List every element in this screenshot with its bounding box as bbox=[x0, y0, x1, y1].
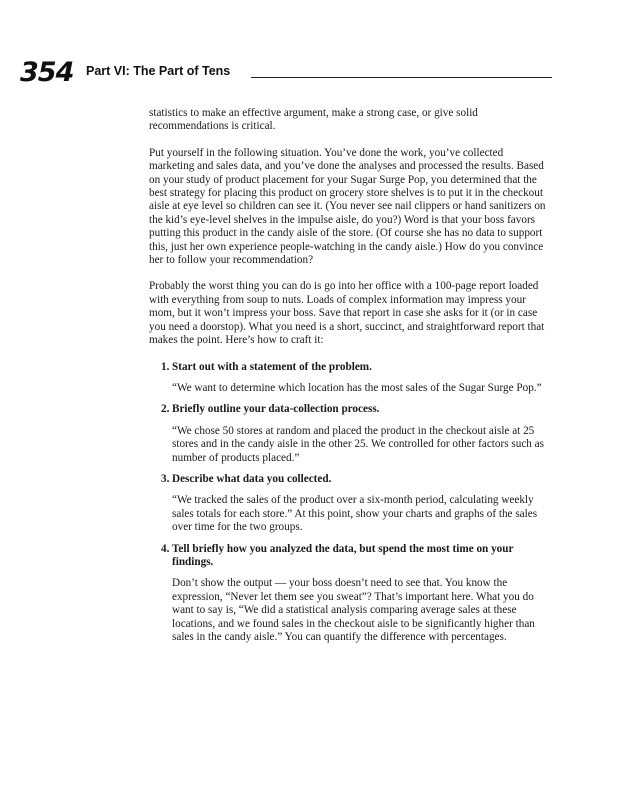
step-title: Describe what data you collected. bbox=[172, 472, 332, 485]
list-item bbox=[149, 361, 549, 396]
paragraph-report-advice: Probably the worst thing you can do is go into her office with a 100-page report loaded with everything from soup to nuts. Loads of complex information may impress your mom, but it won’t impress your boss. Save that report in case she asks for it (or in case you need a doorstop). What you need is a short, succinct, and straightforward report that makes the point. Here’s how to craft it: bbox=[149, 280, 545, 347]
page-number: 354 bbox=[20, 57, 74, 88]
part-title: Part VI: The Part of Tens bbox=[86, 64, 231, 78]
step-number: 1. bbox=[161, 360, 170, 373]
page-header bbox=[20, 57, 552, 87]
header-rule bbox=[251, 77, 552, 78]
step-title: Start out with a statement of the problem. bbox=[172, 360, 372, 373]
list-item bbox=[149, 473, 549, 535]
steps-list bbox=[149, 361, 549, 645]
step-number: 2. bbox=[161, 403, 170, 416]
paragraph-continuation: statistics to make an effective argument, make a strong case, or give solid recommendations is critical. bbox=[149, 107, 478, 133]
step-body: Don’t show the output — your boss doesn’t need to see that. You know the expression, “Never let them see you sweat”? That’s important here. What you do want to say is, “We did a statistical analysis comparing average sales at these locations, and we found sales in the checkout aisle to be significantly higher than sales in the candy aisle.” You can quantify the difference with percentages. bbox=[172, 577, 535, 643]
paragraph-situation: Put yourself in the following situation. You’ve done the work, you’ve collected marketing and sales data, and you’ve done the analyses and processed the results. Based on your study of product placement for your Sugar Surge Pop, you determined that the best strategy for placing this product on grocery store shelves is to put it in the checkout aisle at eye level so children can see it. (You never see nail clippers or hand sanitizers on the kid’s eye-level shelves in the impulse aisle, do you?) Word is that your boss favors putting this product in the candy aisle of the store. (Of course she has no data to support this, just her own experience people-watching in the candy aisle.) How do you convince her to follow your recommendation? bbox=[149, 146, 546, 267]
step-number: 4. bbox=[161, 542, 170, 555]
step-number: 3. bbox=[161, 472, 170, 485]
step-body: “We tracked the sales of the product over a six-month period, calculating weekly sales totals for each store.” At this point, show your charts and graphs of the sales over time for the two groups. bbox=[172, 494, 538, 534]
list-item bbox=[149, 403, 549, 465]
step-body: “We chose 50 stores at random and placed the product in the checkout aisle at 25 stores and in the candy aisle in the other 25. We controlled for other factors such as number of products placed.” bbox=[172, 424, 545, 464]
step-body: “We want to determine which location has the most sales of the Sugar Surge Pop.” bbox=[172, 381, 542, 394]
step-title: Briefly outline your data-collection process. bbox=[172, 403, 380, 416]
list-item bbox=[149, 543, 549, 645]
page-body bbox=[149, 107, 549, 652]
step-title: Tell briefly how you analyzed the data, but spend the most time on your findings. bbox=[172, 542, 514, 568]
